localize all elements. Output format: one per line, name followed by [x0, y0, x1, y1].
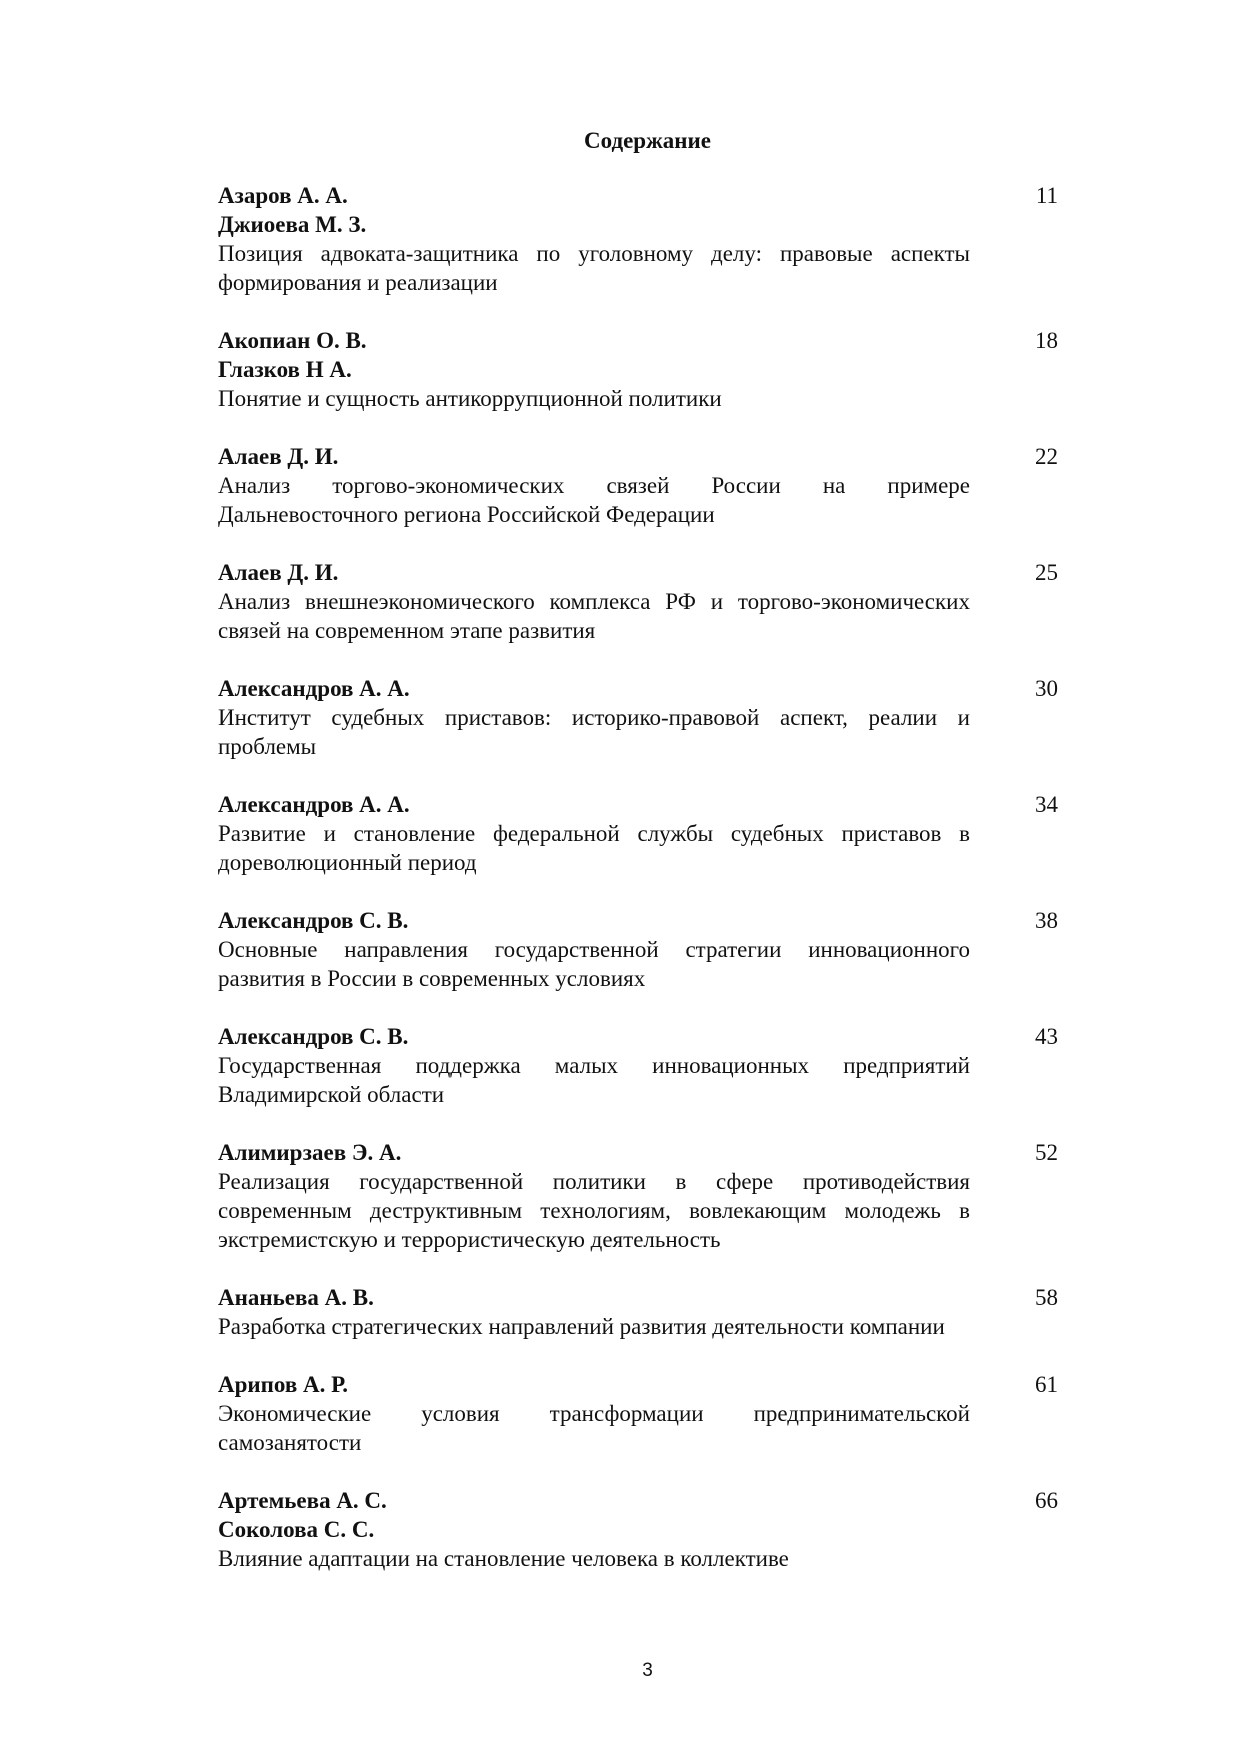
toc-entry	[218, 558, 1058, 645]
table-of-contents	[218, 181, 1058, 1602]
entry-page-number: 58	[1035, 1285, 1058, 1310]
entry-page-number: 66	[1035, 1488, 1058, 1513]
toc-entry	[218, 1283, 1058, 1341]
entry-author: Арипов А. Р.	[218, 1372, 349, 1397]
entry-page-number: 43	[1035, 1024, 1058, 1049]
entry-title: Развитие и становление федеральной службы судебных приставов в дореволюционный период	[218, 821, 970, 875]
entry-title: Понятие и сущность антикоррупционной политики	[218, 386, 722, 411]
entry-author: Алимирзаев Э. А.	[218, 1140, 402, 1165]
toc-entry	[218, 906, 1058, 993]
entry-page-number: 52	[1035, 1140, 1058, 1165]
entry-title: Основные направления государственной стратегии инновационного развития в России в современных условиях	[218, 937, 970, 991]
entry-author: Александров А. А.	[218, 792, 410, 817]
entry-page-number: 18	[1035, 328, 1058, 353]
entry-author: Джиоева М. З.	[218, 212, 367, 237]
entry-author: Артемьева А. С.	[218, 1488, 387, 1513]
entry-author: Глазков Н А.	[218, 357, 352, 382]
entry-title: Институт судебных приставов: историко-правовой аспект, реалии и проблемы	[218, 705, 970, 759]
entry-page-number: 30	[1035, 676, 1058, 701]
toc-entry	[218, 1138, 1058, 1254]
entry-author: Алаев Д. И.	[218, 444, 339, 469]
entry-title: Государственная поддержка малых инновационных предприятий Владимирской области	[218, 1053, 970, 1107]
entry-page-number: 61	[1035, 1372, 1058, 1397]
toc-entry	[218, 1370, 1058, 1457]
entry-title: Анализ внешнеэкономического комплекса РФ и торгово-экономических связей на современном этапе развития	[218, 589, 970, 643]
toc-entry	[218, 1486, 1058, 1573]
toc-entry	[218, 442, 1058, 529]
toc-entry	[218, 790, 1058, 877]
entry-author: Азаров А. А.	[218, 183, 348, 208]
page-title: Содержание	[584, 128, 711, 153]
entry-title: Разработка стратегических направлений развития деятельности компании	[218, 1314, 945, 1339]
entry-page-number: 22	[1035, 444, 1058, 469]
entry-title: Позиция адвоката-защитника по уголовному делу: правовые аспекты формирования и реализации	[218, 241, 970, 295]
entry-author: Акопиан О. В.	[218, 328, 367, 353]
entry-author: Александров А. А.	[218, 676, 410, 701]
entry-author: Александров С. В.	[218, 908, 409, 933]
entry-title: Экономические условия трансформации предпринимательской самозанятости	[218, 1401, 970, 1455]
toc-entry	[218, 181, 1058, 297]
entry-author: Ананьева А. В.	[218, 1285, 374, 1310]
entry-page-number: 34	[1035, 792, 1058, 817]
entry-title: Анализ торгово-экономических связей России на примере Дальневосточного региона Российской Федерации	[218, 473, 970, 527]
entry-author: Александров С. В.	[218, 1024, 409, 1049]
entry-page-number: 11	[1035, 183, 1058, 208]
entry-page-number: 38	[1035, 908, 1058, 933]
footer-page-number: 3	[642, 1660, 653, 1681]
toc-entry	[218, 1022, 1058, 1109]
toc-entry	[218, 326, 1058, 413]
entry-page-number: 25	[1035, 560, 1058, 585]
entry-title: Влияние адаптации на становление человека в коллективе	[218, 1546, 789, 1571]
toc-entry	[218, 674, 1058, 761]
entry-author: Алаев Д. И.	[218, 560, 339, 585]
entry-title: Реализация государственной политики в сфере противодействия современным деструктивным технологиям, вовлекающим молодежь в экстремистскую и террористическую деятельность	[218, 1169, 970, 1252]
entry-author: Соколова С. С.	[218, 1517, 375, 1542]
